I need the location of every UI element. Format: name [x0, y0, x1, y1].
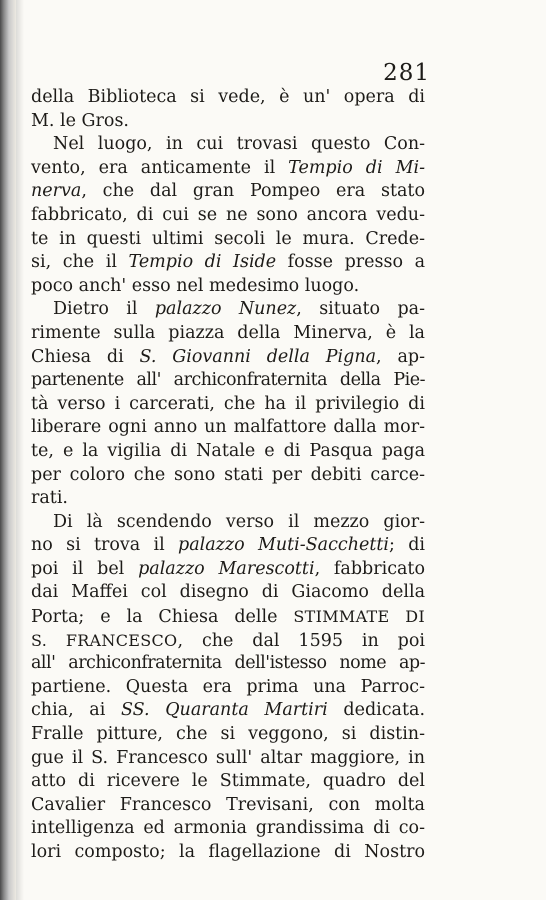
text-line: [31, 817, 425, 841]
text-run: vento, era anticamente il: [31, 157, 289, 178]
text-run: tà verso i carcerati, che ha il privilegio di: [31, 393, 425, 414]
text-line: [31, 676, 425, 700]
text-run: liberare ogni anno un malfattore dalla mor-: [31, 417, 425, 438]
text-line: [31, 558, 425, 582]
italic-phrase: Tempio di Mi-: [288, 157, 425, 178]
text-line: [31, 794, 425, 818]
text-line: [31, 487, 425, 511]
text-run: rati.: [31, 488, 68, 509]
text-run: no si trova il: [31, 535, 179, 556]
text-run: , che dal gran Pompeo era stato: [81, 181, 425, 202]
text-run: , situato pa-: [296, 299, 425, 320]
italic-phrase: palazzo Nunez: [154, 299, 297, 320]
text-run: dedicata.: [327, 700, 426, 721]
text-run: partenente all' archiconfraternita della Pie-: [31, 370, 425, 391]
text-run: ; di: [389, 535, 425, 556]
text-run: Chiesa di: [31, 346, 140, 367]
caps-phrase: STIMMATE DI: [293, 607, 425, 627]
text-line: [31, 228, 425, 252]
italic-phrase: Tempio di Iside: [128, 252, 277, 273]
text-line: [31, 275, 425, 299]
text-line: [31, 298, 425, 322]
text-run: Dietro il: [53, 299, 155, 320]
text-line: [31, 699, 425, 723]
text-line: [31, 629, 425, 653]
text-run: intelligenza ed armonia grandissima di co-: [31, 818, 425, 839]
text-run: te in questi ultimi secoli le mura. Crede-: [31, 228, 425, 249]
text-line: [31, 605, 425, 629]
italic-phrase: palazzo Marescotti: [138, 558, 315, 579]
text-line: [31, 652, 425, 676]
italic-phrase: S. Giovanni della Pigna: [139, 346, 377, 367]
text-line: [31, 204, 425, 228]
text-run: chia, ai: [31, 700, 121, 721]
text-run: fabbricato, di cui se ne sono ancora vedu-: [31, 204, 425, 225]
body-text: [31, 86, 425, 865]
page-gutter-shadow: [16, 0, 24, 900]
text-run: rimente sulla piazza della Minerva, è la: [31, 322, 425, 343]
text-line: [31, 770, 425, 794]
text-run: , che dal 1595 in poi: [177, 630, 426, 651]
text-line: [31, 86, 425, 110]
text-run: dai Maffei col disegno di Giacomo della: [31, 582, 425, 603]
text-run: poi il bel: [31, 558, 139, 579]
text-run: te, e la vigilia di Natale e di Pasqua paga: [31, 440, 425, 461]
text-run: gue il S. Francesco sull' altar maggiore, in: [31, 747, 425, 768]
text-line: [31, 346, 425, 370]
text-run: fosse presso a: [276, 252, 426, 273]
text-run: Nel luogo, in cui trovasi questo Con-: [53, 134, 425, 155]
italic-phrase: SS. Quaranta Martiri: [120, 700, 328, 721]
text-run: , ap-: [376, 346, 426, 367]
text-line: [31, 251, 425, 275]
text-line: [31, 110, 425, 134]
text-run: M. le Gros.: [31, 110, 129, 131]
caps-phrase: S. FRANCESCO: [31, 630, 178, 650]
text-line: [31, 416, 425, 440]
text-run: Porta; e la Chiesa delle: [31, 607, 294, 628]
page-number: 281: [383, 60, 430, 86]
text-run: poco anch' esso nel medesimo luogo.: [31, 275, 360, 296]
text-line: [31, 511, 425, 535]
text-line: [31, 322, 425, 346]
text-line: [31, 393, 425, 417]
book-binding-shadow: [0, 0, 16, 900]
text-line: [31, 841, 425, 865]
text-run: si, che il: [31, 252, 129, 273]
text-run: all' archiconfraternita dell'istesso nome ap-: [31, 653, 425, 674]
text-run: Cavalier Francesco Trevisani, con molta: [31, 794, 425, 815]
text-run: Di là scendendo verso il mezzo gior-: [53, 511, 425, 532]
italic-phrase: palazzo Muti-Sacchetti: [178, 535, 389, 556]
text-line: [31, 534, 425, 558]
italic-phrase: nerva: [31, 181, 82, 202]
text-line: [31, 133, 425, 157]
text-run: partiene. Questa era prima una Parroc-: [31, 676, 425, 697]
text-run: Fralle pitture, che si veggono, si distin-: [31, 724, 425, 745]
text-run: lori composto; la flagellazione di Nostro: [31, 842, 425, 862]
text-line: [31, 581, 425, 605]
text-run: , fabbricato: [314, 558, 425, 579]
text-run: atto di ricevere le Stimmate, quadro del: [31, 771, 425, 792]
text-line: [31, 180, 425, 204]
text-line: [31, 464, 425, 488]
text-run: della Biblioteca si vede, è un' opera di: [31, 87, 425, 107]
text-run: per coloro che sono stati per debiti carce-: [31, 464, 425, 485]
text-line: [31, 369, 425, 393]
text-line: [31, 440, 425, 464]
text-line: [31, 723, 425, 747]
text-line: [31, 157, 425, 181]
text-line: [31, 747, 425, 771]
